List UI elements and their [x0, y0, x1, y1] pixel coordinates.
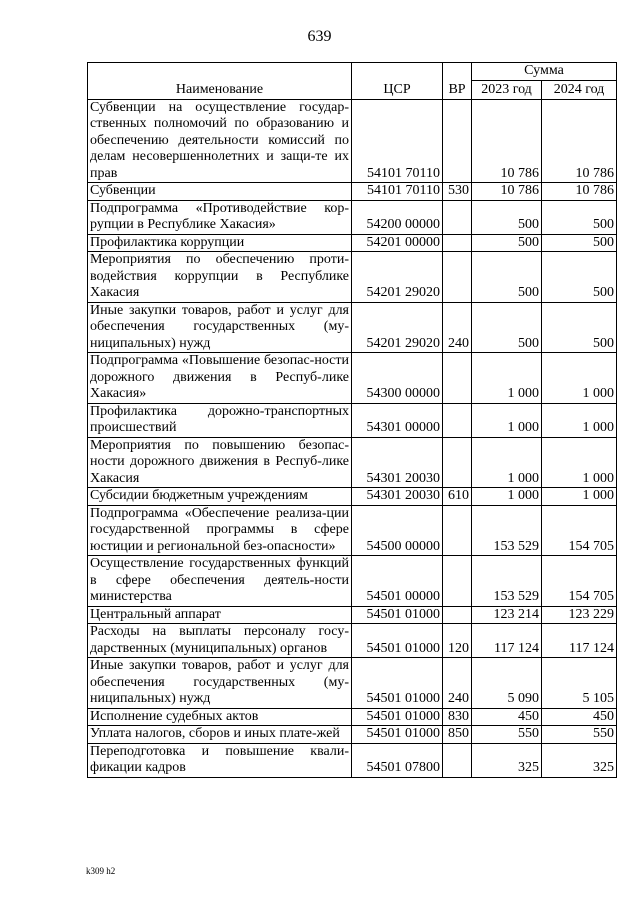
row-csr: 54201 00000 — [352, 234, 443, 252]
row-amount-2023: 117 124 — [472, 624, 542, 658]
row-amount-2024: 450 — [542, 708, 617, 726]
row-amount-2023: 500 — [472, 302, 542, 353]
row-amount-2023: 500 — [472, 252, 542, 303]
row-csr: 54301 00000 — [352, 403, 443, 437]
row-vr — [443, 403, 472, 437]
row-amount-2024: 500 — [542, 200, 617, 234]
table-row — [88, 606, 617, 624]
row-csr: 54501 01000 — [352, 726, 443, 744]
table-header — [88, 63, 617, 100]
row-amount-2024: 10 786 — [542, 183, 617, 201]
table-row — [88, 234, 617, 252]
table-row — [88, 556, 617, 607]
row-name: Иные закупки товаров, работ и услуг для обеспечения государственных (му-ниципальных) нужд — [88, 302, 352, 353]
row-amount-2023: 325 — [472, 743, 542, 777]
row-name: Расходы на выплаты персоналу госу-дарственных (муниципальных) органов — [88, 624, 352, 658]
row-csr: 54501 01000 — [352, 624, 443, 658]
row-vr — [443, 99, 472, 183]
row-name: Мероприятия по повышению безопас-ности дорожного движения в Респуб-лике Хакасия — [88, 437, 352, 488]
row-csr: 54300 00000 — [352, 353, 443, 404]
row-vr — [443, 606, 472, 624]
page-number: 639 — [307, 28, 332, 45]
table-row — [88, 743, 617, 777]
row-vr: 830 — [443, 708, 472, 726]
row-amount-2023: 10 786 — [472, 99, 542, 183]
row-name: Подпрограмма «Обеспечение реализа-ции государственной программы в сфере юстиции и региональной без-опасности» — [88, 505, 352, 556]
row-csr: 54501 01000 — [352, 606, 443, 624]
header-sum: Сумма — [472, 63, 617, 81]
row-name: Подпрограмма «Повышение безопас-ности дорожного движения в Респуб-лике Хакасия» — [88, 353, 352, 404]
row-csr: 54501 01000 — [352, 658, 443, 709]
row-amount-2023: 500 — [472, 200, 542, 234]
table-row — [88, 658, 617, 709]
row-name: Профилактика коррупции — [88, 234, 352, 252]
header-year-2023: 2023 год — [472, 80, 542, 99]
row-vr — [443, 437, 472, 488]
table-row — [88, 403, 617, 437]
row-amount-2023: 1 000 — [472, 488, 542, 506]
row-name: Субвенции — [88, 183, 352, 201]
row-vr: 240 — [443, 302, 472, 353]
row-csr: 54501 00000 — [352, 556, 443, 607]
row-csr: 54101 70110 — [352, 183, 443, 201]
row-csr: 54301 20030 — [352, 437, 443, 488]
row-vr — [443, 556, 472, 607]
row-amount-2023: 153 529 — [472, 505, 542, 556]
row-amount-2024: 500 — [542, 302, 617, 353]
row-amount-2023: 123 214 — [472, 606, 542, 624]
row-amount-2024: 123 229 — [542, 606, 617, 624]
row-amount-2023: 153 529 — [472, 556, 542, 607]
row-vr — [443, 505, 472, 556]
row-name: Уплата налогов, сборов и иных плате-жей — [88, 726, 352, 744]
row-amount-2024: 154 705 — [542, 505, 617, 556]
row-csr: 54101 70110 — [352, 99, 443, 183]
table-row — [88, 624, 617, 658]
row-amount-2024: 1 000 — [542, 488, 617, 506]
table-row — [88, 183, 617, 201]
table-row — [88, 302, 617, 353]
table-row — [88, 99, 617, 183]
row-name: Иные закупки товаров, работ и услуг для обеспечения государственных (му-ниципальных) нужд — [88, 658, 352, 709]
table-body — [88, 99, 617, 777]
row-name: Профилактика дорожно-транспортных происшествий — [88, 403, 352, 437]
table-row — [88, 488, 617, 506]
row-csr: 54500 00000 — [352, 505, 443, 556]
row-csr: 54201 29020 — [352, 252, 443, 303]
row-vr — [443, 200, 472, 234]
row-vr: 530 — [443, 183, 472, 201]
row-name: Субвенции на осуществление государ-ственных полномочий по образованию и обеспечению деятельности комиссий по делам несовершеннолетних и защи-те их прав — [88, 99, 352, 183]
row-vr — [443, 252, 472, 303]
row-amount-2024: 325 — [542, 743, 617, 777]
row-amount-2023: 1 000 — [472, 403, 542, 437]
row-amount-2024: 500 — [542, 234, 617, 252]
row-csr: 54201 29020 — [352, 302, 443, 353]
table-row — [88, 505, 617, 556]
row-vr — [443, 234, 472, 252]
header-csr: ЦСР — [352, 63, 443, 100]
row-amount-2024: 5 105 — [542, 658, 617, 709]
row-vr: 240 — [443, 658, 472, 709]
row-amount-2024: 10 786 — [542, 99, 617, 183]
row-name: Мероприятия по обеспечению проти-водействия коррупции в Республике Хакасия — [88, 252, 352, 303]
row-csr: 54501 01000 — [352, 708, 443, 726]
row-amount-2023: 5 090 — [472, 658, 542, 709]
table-row — [88, 200, 617, 234]
row-csr: 54200 00000 — [352, 200, 443, 234]
row-vr: 120 — [443, 624, 472, 658]
header-name: Наименование — [88, 63, 352, 100]
budget-table — [87, 62, 617, 778]
row-amount-2024: 1 000 — [542, 437, 617, 488]
table-row — [88, 726, 617, 744]
table-row — [88, 252, 617, 303]
row-vr: 850 — [443, 726, 472, 744]
row-csr: 54501 07800 — [352, 743, 443, 777]
header-year-2024: 2024 год — [542, 80, 617, 99]
row-name: Подпрограмма «Противодействие кор-рупции в Республике Хакасия» — [88, 200, 352, 234]
row-vr — [443, 353, 472, 404]
row-name: Центральный аппарат — [88, 606, 352, 624]
row-amount-2023: 1 000 — [472, 437, 542, 488]
row-amount-2023: 550 — [472, 726, 542, 744]
row-name: Осуществление государственных функций в сфере обеспечения деятель-ности министерства — [88, 556, 352, 607]
row-vr: 610 — [443, 488, 472, 506]
row-name: Исполнение судебных актов — [88, 708, 352, 726]
row-amount-2023: 10 786 — [472, 183, 542, 201]
row-amount-2023: 1 000 — [472, 353, 542, 404]
footer-code: k309 h2 — [86, 866, 116, 876]
table-row — [88, 437, 617, 488]
row-amount-2024: 154 705 — [542, 556, 617, 607]
row-amount-2024: 1 000 — [542, 353, 617, 404]
row-vr — [443, 743, 472, 777]
table-row — [88, 708, 617, 726]
header-vr: ВР — [443, 63, 472, 100]
row-csr: 54301 20030 — [352, 488, 443, 506]
row-amount-2023: 450 — [472, 708, 542, 726]
row-name: Субсидии бюджетным учреждениям — [88, 488, 352, 506]
row-amount-2023: 500 — [472, 234, 542, 252]
row-name: Переподготовка и повышение квали-фикации кадров — [88, 743, 352, 777]
row-amount-2024: 1 000 — [542, 403, 617, 437]
row-amount-2024: 117 124 — [542, 624, 617, 658]
row-amount-2024: 550 — [542, 726, 617, 744]
row-amount-2024: 500 — [542, 252, 617, 303]
table-row — [88, 353, 617, 404]
